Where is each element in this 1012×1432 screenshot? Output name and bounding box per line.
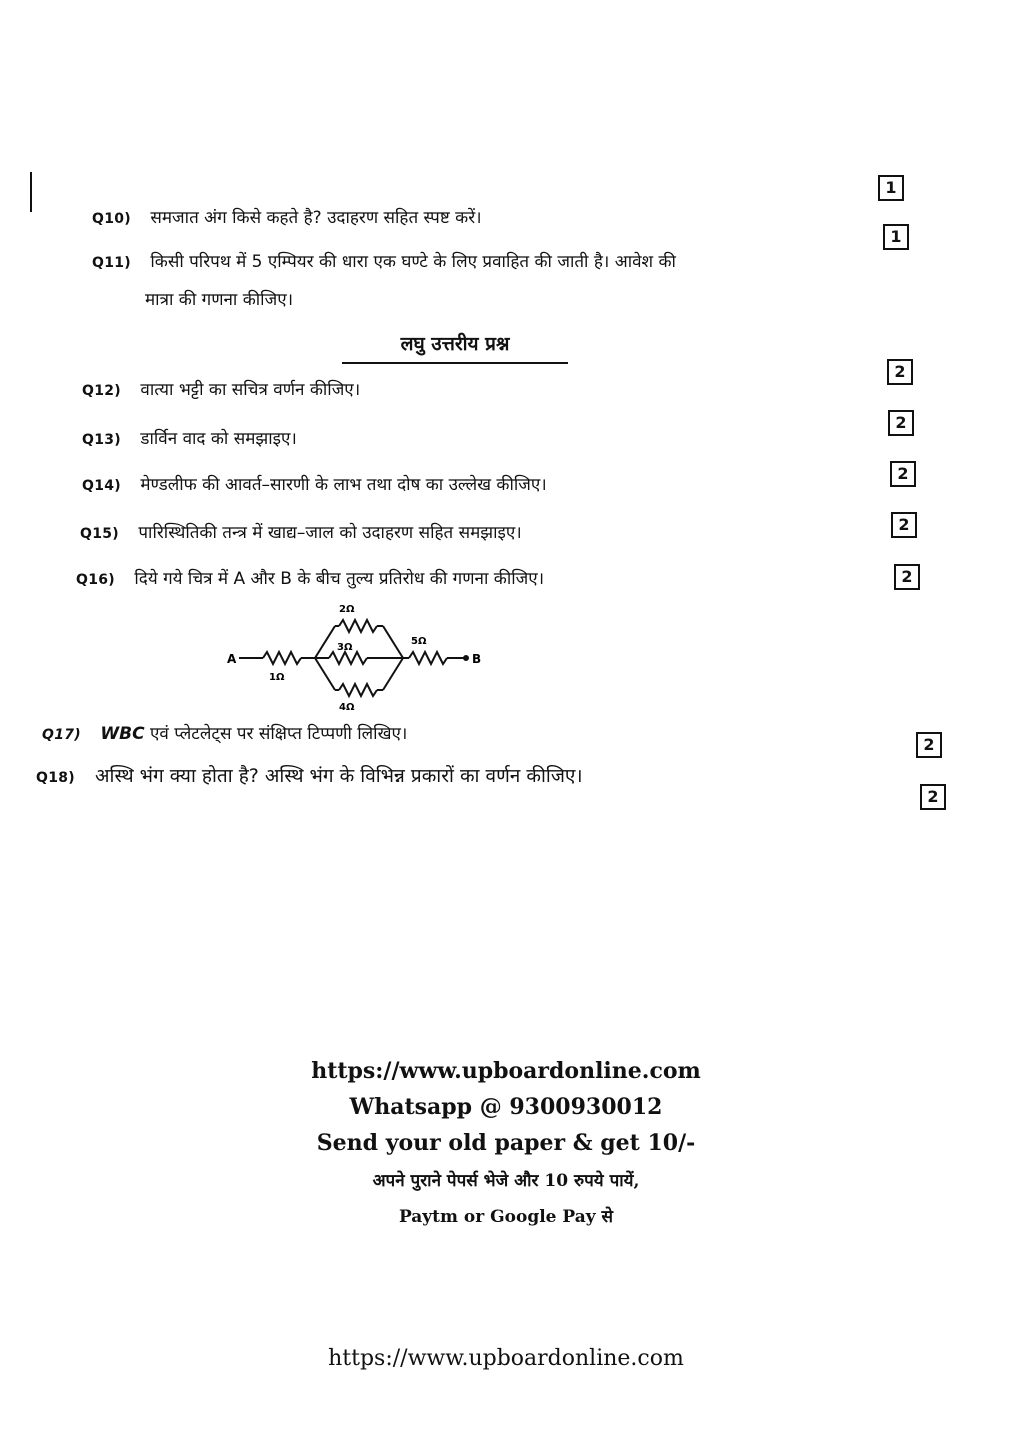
resistor-1-label: 1Ω xyxy=(269,672,285,683)
question-text: मेण्डलीफ की आवर्त–सारणी के लाभ तथा दोष का उल्लेख कीजिए। xyxy=(140,475,547,495)
marks-box: 2 xyxy=(891,512,917,538)
footer-payment: Paytm or Google Pay से xyxy=(398,1207,614,1227)
footer-whatsapp: Whatsapp @ 9300930012 xyxy=(349,1094,663,1120)
question-number: Q15) xyxy=(80,526,119,542)
marks-box: 1 xyxy=(883,224,909,250)
question-number: Q12) xyxy=(82,383,121,399)
margin-mark xyxy=(30,172,32,212)
question-text: किसी परिपथ में 5 एम्पियर की धारा एक घण्टे के लिए प्रवाहित की जाती है। आवेश की xyxy=(150,252,676,272)
question-number: Q18) xyxy=(36,770,75,786)
marks-box: 1 xyxy=(878,175,904,201)
question-10 xyxy=(92,206,482,231)
question-12 xyxy=(82,378,360,403)
marks-box: 2 xyxy=(888,410,914,436)
marks-box: 2 xyxy=(916,732,942,758)
question-18 xyxy=(36,764,583,790)
resistor-circuit-diagram xyxy=(225,600,485,710)
question-15 xyxy=(80,521,522,546)
question-11 xyxy=(92,250,676,275)
resistor-3-zigzag xyxy=(329,652,367,664)
footer-url: https://www.upboardonline.com xyxy=(311,1058,701,1084)
marks-box: 2 xyxy=(920,784,946,810)
resistor-3-label: 3Ω xyxy=(337,642,353,653)
question-text: डार्विन वाद को समझाइए। xyxy=(140,429,297,449)
footer-hindi-offer: अपने पुराने पेपर्स भेजे और 10 रुपये पायें, xyxy=(372,1171,640,1191)
question-number: Q10) xyxy=(92,211,131,227)
question-11-continuation: मात्रा की गणना कीजिए। xyxy=(145,290,294,310)
circuit-wires xyxy=(239,620,465,696)
resistor-5-zigzag xyxy=(409,652,447,664)
question-number: Q17) xyxy=(42,727,81,743)
question-text: अस्थि भंग क्या होता है? अस्थि भंग के विभिन्न प्रकारों का वर्णन कीजिए। xyxy=(95,765,583,787)
question-number: Q13) xyxy=(82,432,121,448)
question-17 xyxy=(42,722,407,747)
question-text: समजात अंग किसे कहते है? उदाहरण सहित स्पष्ट करें। xyxy=(150,208,482,228)
marks-box: 2 xyxy=(894,564,920,590)
question-text: एवं प्लेटलेट्स पर संक्षिप्त टिप्पणी लिखिए। xyxy=(144,724,408,744)
marks-box: 2 xyxy=(890,461,916,487)
question-number: Q16) xyxy=(76,572,115,588)
question-text: पारिस्थितिकी तन्त्र में खाद्य–जाल को उदाहरण सहित समझाइए। xyxy=(138,523,522,543)
node-a-label: A xyxy=(227,652,237,666)
footer-offer: Send your old paper & get 10/- xyxy=(316,1130,696,1156)
question-16 xyxy=(76,567,544,592)
question-number: Q11) xyxy=(92,255,131,271)
section-heading: लघु उत्तरीय प्रश्न xyxy=(342,330,568,364)
question-14 xyxy=(82,473,547,498)
question-text-wbc: WBC xyxy=(100,724,145,744)
question-13 xyxy=(82,427,297,452)
resistor-4-zigzag xyxy=(339,684,377,696)
question-number: Q14) xyxy=(82,478,121,494)
question-text: दिये गये चित्र में A और B के बीच तुल्य प्रतिरोध की गणना कीजिए। xyxy=(134,569,545,589)
resistor-4-label: 4Ω xyxy=(339,702,355,710)
resistor-1-zigzag xyxy=(263,652,301,664)
marks-box: 2 xyxy=(887,359,913,385)
node-b-dot xyxy=(463,655,469,661)
resistor-2-zigzag xyxy=(339,620,377,632)
node-b-label: B xyxy=(472,652,482,666)
bottom-url: https://www.upboardonline.com xyxy=(328,1346,684,1371)
resistor-2-label: 2Ω xyxy=(339,604,355,615)
question-text: वात्या भट्टी का सचित्र वर्णन कीजिए। xyxy=(140,380,361,400)
resistor-5-label: 5Ω xyxy=(411,636,427,647)
